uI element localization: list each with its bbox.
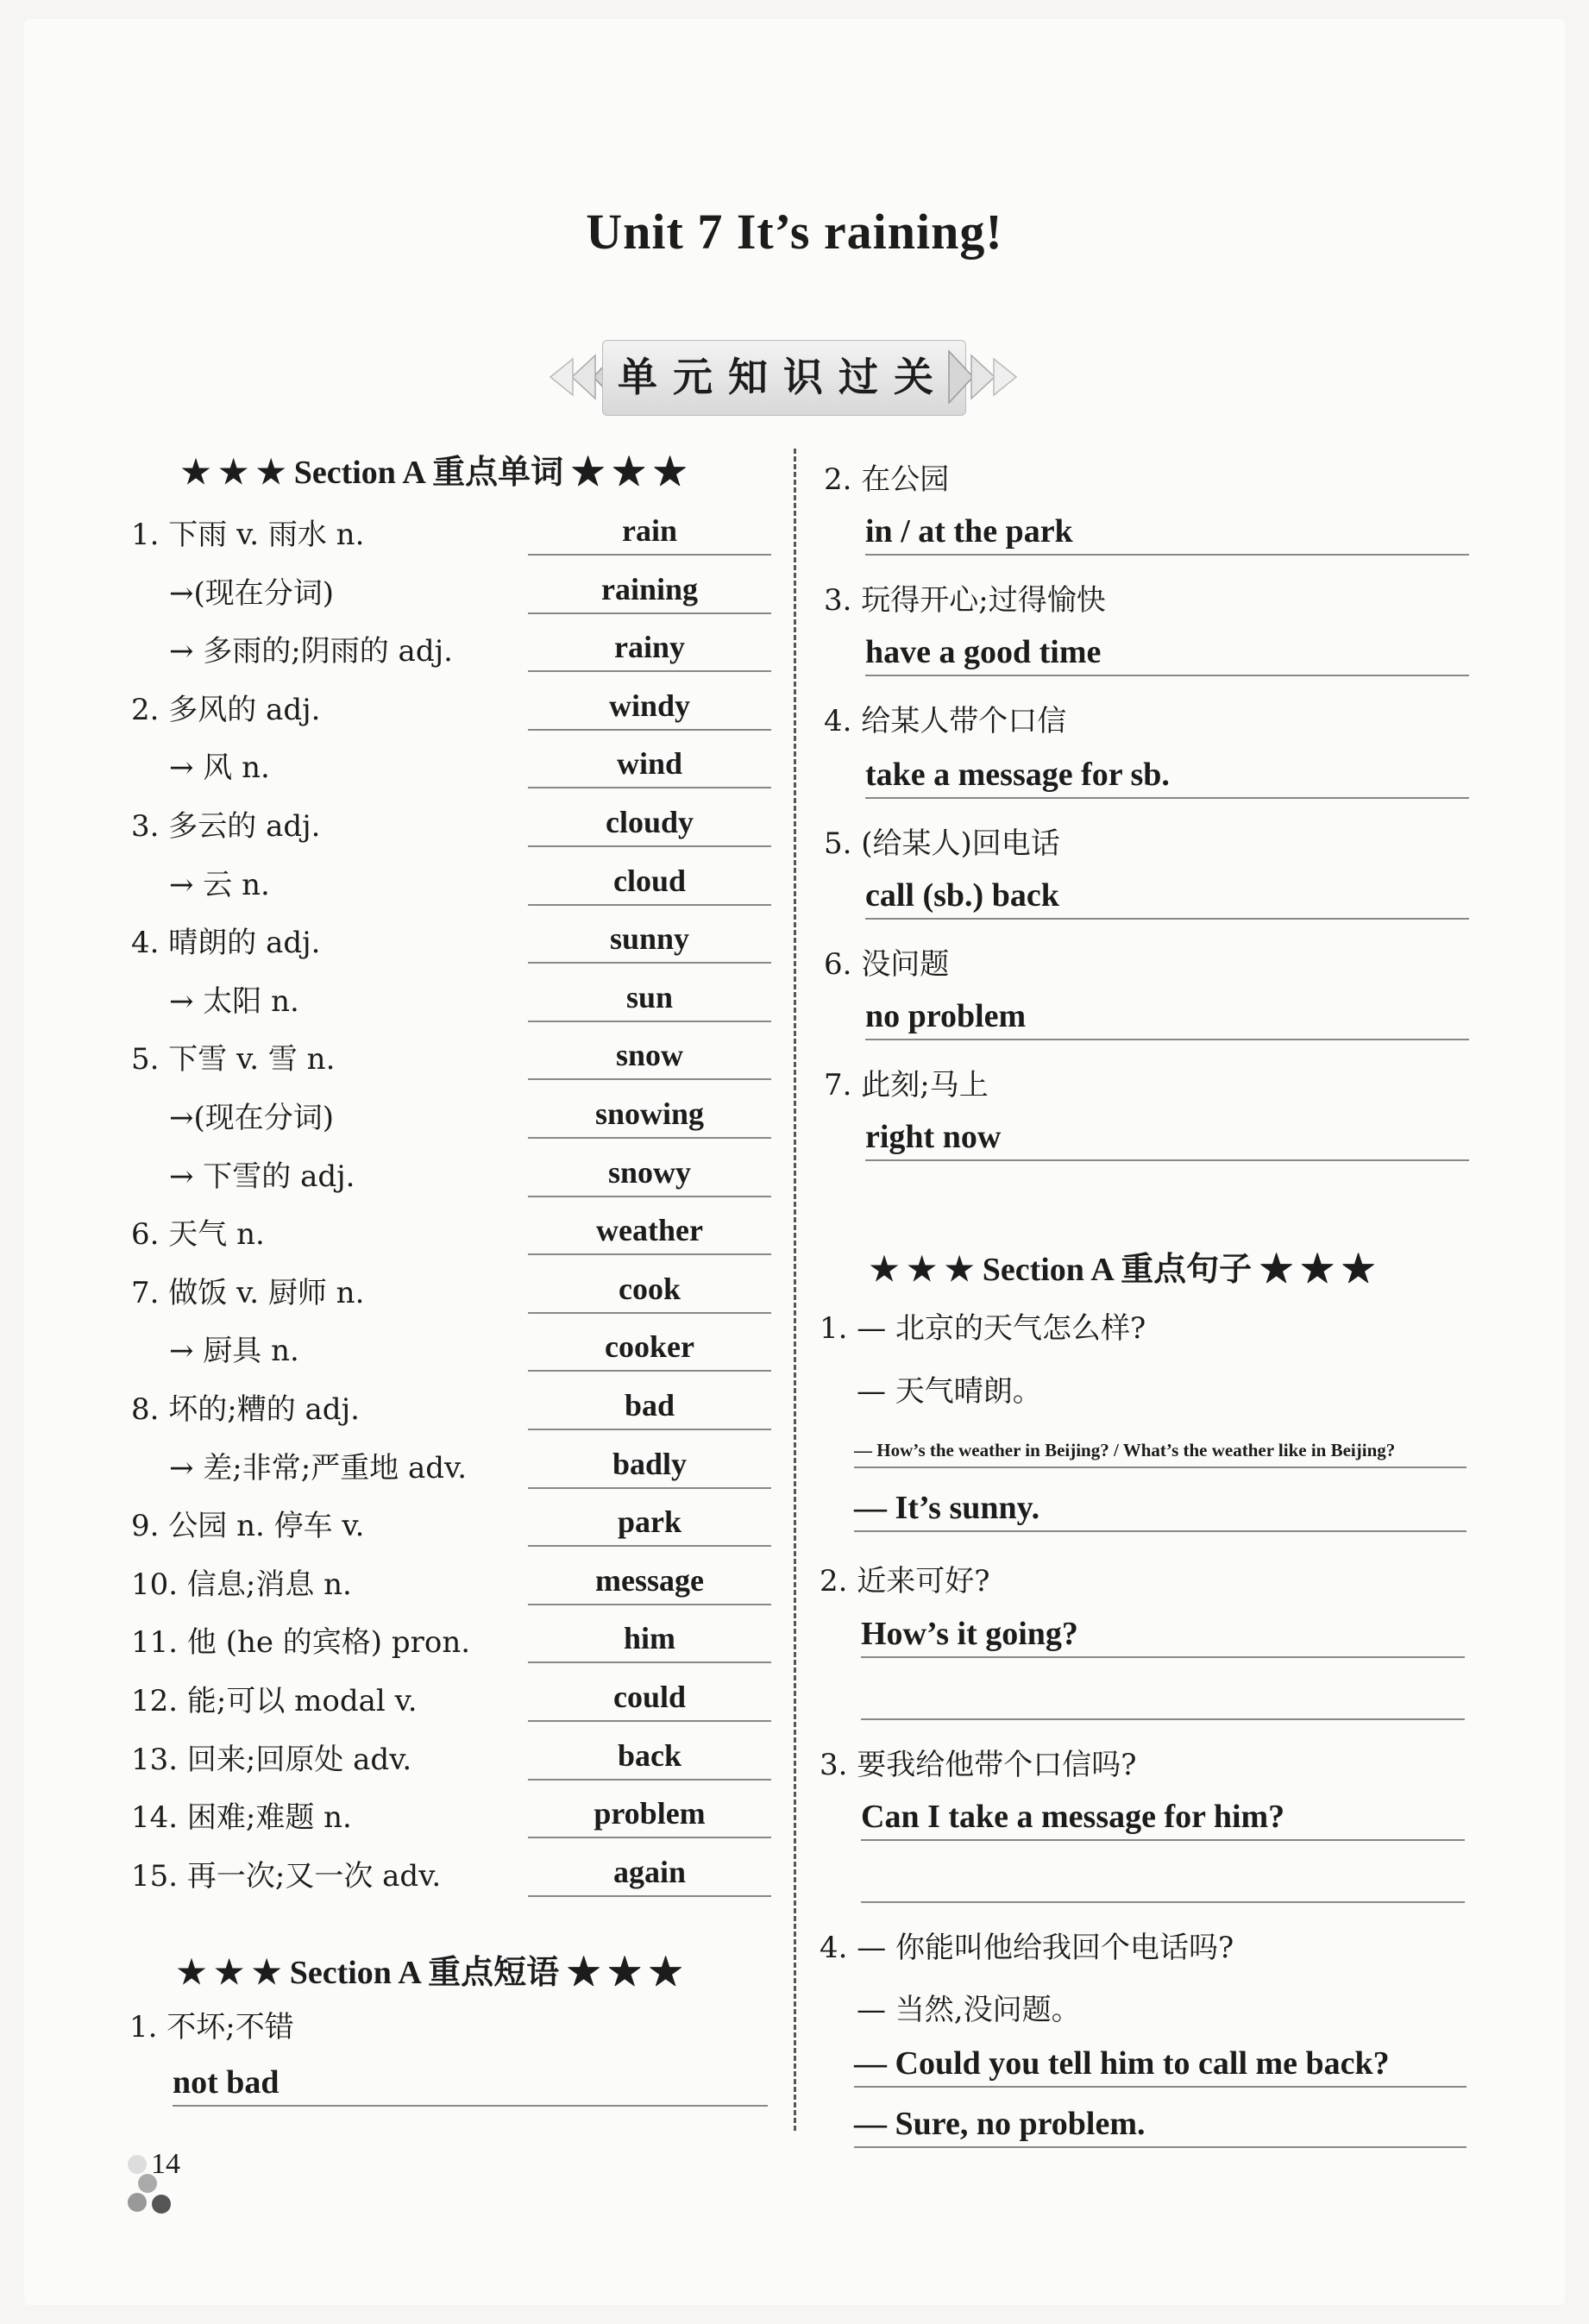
- word-number: 12.: [131, 1684, 179, 1718]
- word-number: 13.: [131, 1742, 179, 1777]
- word-prompt-text: 他 (he 的宾格) pron.: [186, 1625, 471, 1661]
- phrase-answer-7: right now: [865, 1115, 1469, 1161]
- sentence-answer-3: Can I take a message for him?: [861, 1794, 1465, 1841]
- word-prompt-text: → 云 n.: [169, 867, 270, 902]
- word-answer: cloud: [528, 857, 771, 906]
- word-answer: raining: [528, 566, 771, 614]
- word-prompt: [169, 1327, 299, 1369]
- word-row: [0, 561, 794, 619]
- word-prompt: [169, 977, 299, 1020]
- word-row: [0, 677, 794, 736]
- word-prompt-text: 天气 n.: [168, 1217, 265, 1253]
- word-prompt-text: → 下雪的 adj.: [169, 1159, 355, 1194]
- word-answer: windy: [528, 682, 771, 731]
- word-answer: message: [528, 1557, 771, 1605]
- word-prompt: [131, 1852, 441, 1894]
- phrase-answer-5: call (sb.) back: [865, 873, 1469, 920]
- sentence-answer-1b: [854, 1485, 1467, 1532]
- word-prompt-text: 多风的 adj.: [168, 692, 321, 727]
- word-prompt-text: 多云的 adj.: [168, 809, 321, 844]
- sentence-answer-2-line2: [861, 1674, 1465, 1720]
- sentence-answer-1b-text: It’s sunny.: [895, 1490, 1040, 1526]
- phrase-answer-1: not bad: [173, 2060, 768, 2107]
- phrase-prompt-2: 2. 在公园: [824, 462, 950, 497]
- word-prompt-text: → 风 n.: [169, 751, 270, 786]
- word-prompt: [131, 1502, 364, 1544]
- word-prompt-text: 下雪 v. 雪 n.: [168, 1042, 336, 1077]
- word-number: 10.: [131, 1567, 179, 1602]
- phrase-answer-3: have a good time: [865, 630, 1469, 676]
- sentence-answer-4a-text: Could you tell him to call me back?: [895, 2045, 1390, 2082]
- word-prompt: [131, 1035, 335, 1077]
- word-answer: bad: [528, 1382, 771, 1430]
- word-prompt-text: 困难;难题 n.: [186, 1800, 352, 1836]
- word-number: 4.: [131, 926, 160, 961]
- word-prompt: [131, 1677, 418, 1719]
- word-row: [0, 1668, 794, 1727]
- sentence-prompt-4b: — 当然,没问题。: [857, 1993, 1081, 2027]
- sentence-answer-4a: [854, 2041, 1467, 2088]
- dash: —: [854, 1440, 872, 1460]
- banner-right-ornament-icon: [947, 330, 1025, 424]
- word-row: [0, 1552, 794, 1611]
- word-prompt: [131, 919, 320, 961]
- word-answer: back: [528, 1732, 771, 1781]
- word-answer: cook: [528, 1266, 771, 1314]
- word-row: [0, 1377, 794, 1435]
- sentence-answer-4b: [854, 2101, 1467, 2148]
- word-row: [0, 1085, 794, 1144]
- word-number: 1.: [131, 518, 160, 552]
- word-prompt: [131, 802, 320, 845]
- word-row: [0, 1260, 794, 1319]
- word-answer: badly: [528, 1441, 771, 1489]
- word-answer: him: [528, 1615, 771, 1663]
- word-prompt: [131, 1618, 470, 1661]
- word-prompt-text: 再一次;又一次 adv.: [186, 1858, 442, 1894]
- phrase-answer-2: in / at the park: [865, 509, 1469, 556]
- word-number: 14.: [131, 1800, 179, 1836]
- word-row: [0, 1727, 794, 1786]
- word-number: 5.: [131, 1042, 160, 1077]
- phrase-prompt-3: 3. 玩得开心;过得愉快: [824, 583, 1106, 618]
- word-prompt-text: 能;可以 modal v.: [186, 1684, 418, 1718]
- word-row: [0, 735, 794, 794]
- word-answer: again: [528, 1849, 771, 1897]
- word-row: [0, 1027, 794, 1085]
- word-answer: problem: [528, 1790, 771, 1838]
- word-prompt-text: 做饭 v. 厨师 n.: [168, 1275, 365, 1310]
- word-row: [0, 794, 794, 852]
- dash: —: [854, 2106, 887, 2142]
- word-row: [0, 1493, 794, 1552]
- word-prompt: [131, 1793, 352, 1836]
- word-row: [0, 619, 794, 677]
- word-answer: cloudy: [528, 799, 771, 847]
- word-prompt: [169, 1444, 467, 1486]
- word-prompt: [169, 569, 334, 612]
- word-prompt-text: 信息;消息 n.: [186, 1567, 352, 1602]
- word-answer: snowing: [528, 1090, 771, 1139]
- word-number: 15.: [131, 1858, 179, 1894]
- word-prompt-text: 坏的;糟的 adj.: [168, 1392, 360, 1427]
- sentence-answer-2: How’s it going?: [861, 1611, 1465, 1658]
- word-prompt-text: 下雨 v. 雨水 n.: [168, 518, 365, 552]
- section-heading-sentences: ★ ★ ★ Section A 重点句子 ★ ★ ★: [870, 1252, 1375, 1288]
- word-row: [0, 1318, 794, 1377]
- sentence-prompt-3: 3. 要我给他带个口信吗?: [820, 1748, 1137, 1782]
- word-number: 8.: [131, 1392, 160, 1427]
- word-prompt-text: 晴朗的 adj.: [168, 926, 321, 961]
- word-prompt-text: →(现在分词): [169, 1101, 335, 1135]
- word-answer: sunny: [528, 915, 771, 964]
- word-prompt: [131, 1210, 265, 1253]
- hex-decoration-icon: [152, 2195, 171, 2214]
- word-prompt: [169, 744, 270, 786]
- word-answer: cooker: [528, 1323, 771, 1372]
- word-number: 11.: [131, 1625, 179, 1661]
- word-answer: sun: [528, 974, 771, 1022]
- word-prompt: [131, 686, 320, 728]
- word-row: [0, 1785, 794, 1843]
- sentence-prompt-2: 2. 近来可好?: [820, 1564, 990, 1599]
- word-prompt: [169, 861, 270, 903]
- phrase-prompt-5: 5. (给某人)回电话: [824, 826, 1060, 861]
- word-answer: weather: [528, 1207, 771, 1255]
- word-prompt-text: 公园 n. 停车 v.: [168, 1509, 365, 1544]
- unit-title: Unit 7 It’s raining!: [586, 204, 1003, 260]
- sentence-prompt-4a: 4. — 你能叫他给我回个电话吗?: [820, 1931, 1234, 1965]
- section-heading-phrases: ★ ★ ★ Section A 重点短语 ★ ★ ★: [177, 1955, 682, 1991]
- word-answer: rain: [528, 507, 771, 556]
- sentence-answer-1a: [854, 1434, 1467, 1468]
- word-prompt: [169, 1094, 334, 1136]
- hex-decoration-icon: [128, 2193, 147, 2212]
- word-answer: rainy: [528, 624, 771, 672]
- sentence-prompt-1a: 1. — 北京的天气怎么样?: [820, 1311, 1146, 1346]
- sentence-answer-1a-text: How’s the weather in Beijing? / What’s the weather like in Beijing?: [876, 1440, 1396, 1460]
- word-answer: park: [528, 1498, 771, 1547]
- word-prompt: [169, 1153, 355, 1195]
- phrase-answer-6: no problem: [865, 994, 1469, 1040]
- phrase-answer-4: take a message for sb.: [865, 752, 1469, 799]
- word-row: [0, 1843, 794, 1902]
- phrase-prompt-1: 1. 不坏;不错: [129, 2010, 294, 2044]
- word-row: [0, 1435, 794, 1494]
- word-prompt-text: → 太阳 n.: [169, 983, 299, 1019]
- word-answer: snow: [528, 1032, 771, 1080]
- word-number: 2.: [131, 692, 160, 727]
- word-row: [0, 1144, 794, 1203]
- sentence-answer-3-line2: [861, 1856, 1465, 1903]
- word-number: 3.: [131, 809, 160, 844]
- word-prompt-text: → 多雨的;阴雨的 adj.: [169, 634, 453, 669]
- phrase-prompt-7: 7. 此刻;马上: [824, 1068, 989, 1102]
- word-prompt: [169, 627, 453, 669]
- section-banner: [542, 330, 1025, 424]
- word-row: [0, 910, 794, 969]
- word-prompt: [131, 1385, 360, 1428]
- column-divider: [794, 449, 796, 2131]
- word-prompt-text: → 厨具 n.: [169, 1334, 299, 1369]
- banner-title: 单元知识过关: [618, 354, 949, 400]
- word-prompt-text: →(现在分词): [169, 575, 335, 611]
- phrase-prompt-4: 4. 给某人带个口信: [824, 704, 1067, 738]
- section-heading-words: ★ ★ ★ Section A 重点单词 ★ ★ ★: [181, 455, 687, 491]
- word-number: 7.: [131, 1275, 160, 1310]
- sentence-prompt-1b: — 天气晴朗。: [857, 1374, 1042, 1409]
- word-prompt: [131, 511, 364, 553]
- word-row: [0, 1202, 794, 1260]
- word-row: [0, 969, 794, 1027]
- hex-decoration-icon: [128, 2155, 147, 2174]
- page-number: 14: [151, 2148, 180, 2180]
- word-prompt: [131, 1269, 364, 1311]
- phrase-prompt-6: 6. 没问题: [824, 947, 950, 982]
- word-prompt: [131, 1736, 411, 1778]
- word-row: [0, 1610, 794, 1668]
- word-answer: wind: [528, 740, 771, 788]
- word-number: 9.: [131, 1509, 160, 1544]
- sentence-answer-4b-text: Sure, no problem.: [895, 2106, 1146, 2142]
- word-number: 6.: [131, 1217, 160, 1253]
- word-prompt-text: → 差;非常;严重地 adv.: [169, 1450, 468, 1485]
- dash: —: [854, 2045, 887, 2082]
- word-row: [0, 502, 794, 561]
- word-prompt-text: 回来;回原处 adv.: [186, 1742, 412, 1777]
- dash: —: [854, 1490, 887, 1526]
- word-prompt: [131, 1561, 352, 1603]
- word-answer: snowy: [528, 1149, 771, 1197]
- word-row: [0, 852, 794, 911]
- word-answer: could: [528, 1674, 771, 1722]
